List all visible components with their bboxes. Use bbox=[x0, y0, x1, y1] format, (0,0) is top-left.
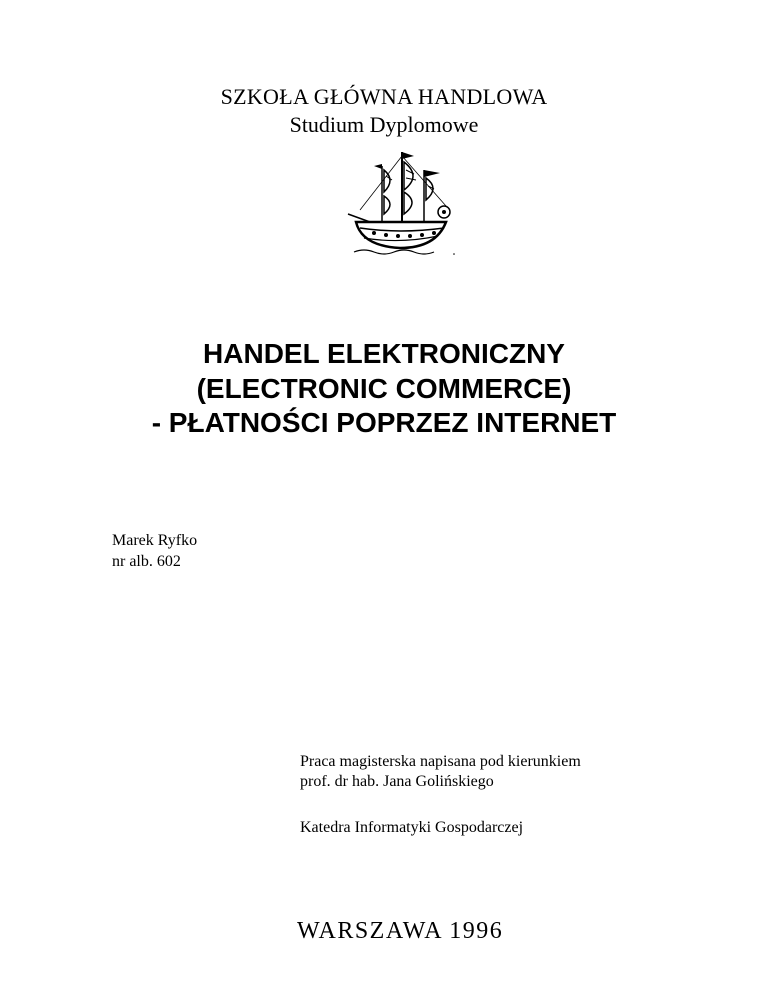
author-name: Marek Ryfko bbox=[112, 532, 198, 549]
city-year: WARSZAWA 1996 bbox=[297, 918, 504, 944]
department-name: Katedra Informatyki Gospodarczej bbox=[300, 819, 524, 836]
title-line-3: - PŁATNOŚCI POPRZEZ INTERNET bbox=[151, 407, 617, 438]
supervisor-name: prof. dr hab. Jana Golińskiego bbox=[300, 773, 494, 790]
school-name: SZKOŁA GŁÓWNA HANDLOWA bbox=[220, 84, 548, 109]
album-number: nr alb. 602 bbox=[112, 553, 181, 570]
title-line-1: HANDEL ELEKTRONICZNY bbox=[203, 338, 565, 369]
ship-emblem-icon bbox=[340, 148, 460, 258]
thesis-supervision-line: Praca magisterska napisana pod kierunkiem bbox=[300, 753, 581, 770]
school-subtitle: Studium Dyplomowe bbox=[289, 112, 479, 137]
title-line-2: (ELECTRONIC COMMERCE) bbox=[196, 373, 572, 404]
